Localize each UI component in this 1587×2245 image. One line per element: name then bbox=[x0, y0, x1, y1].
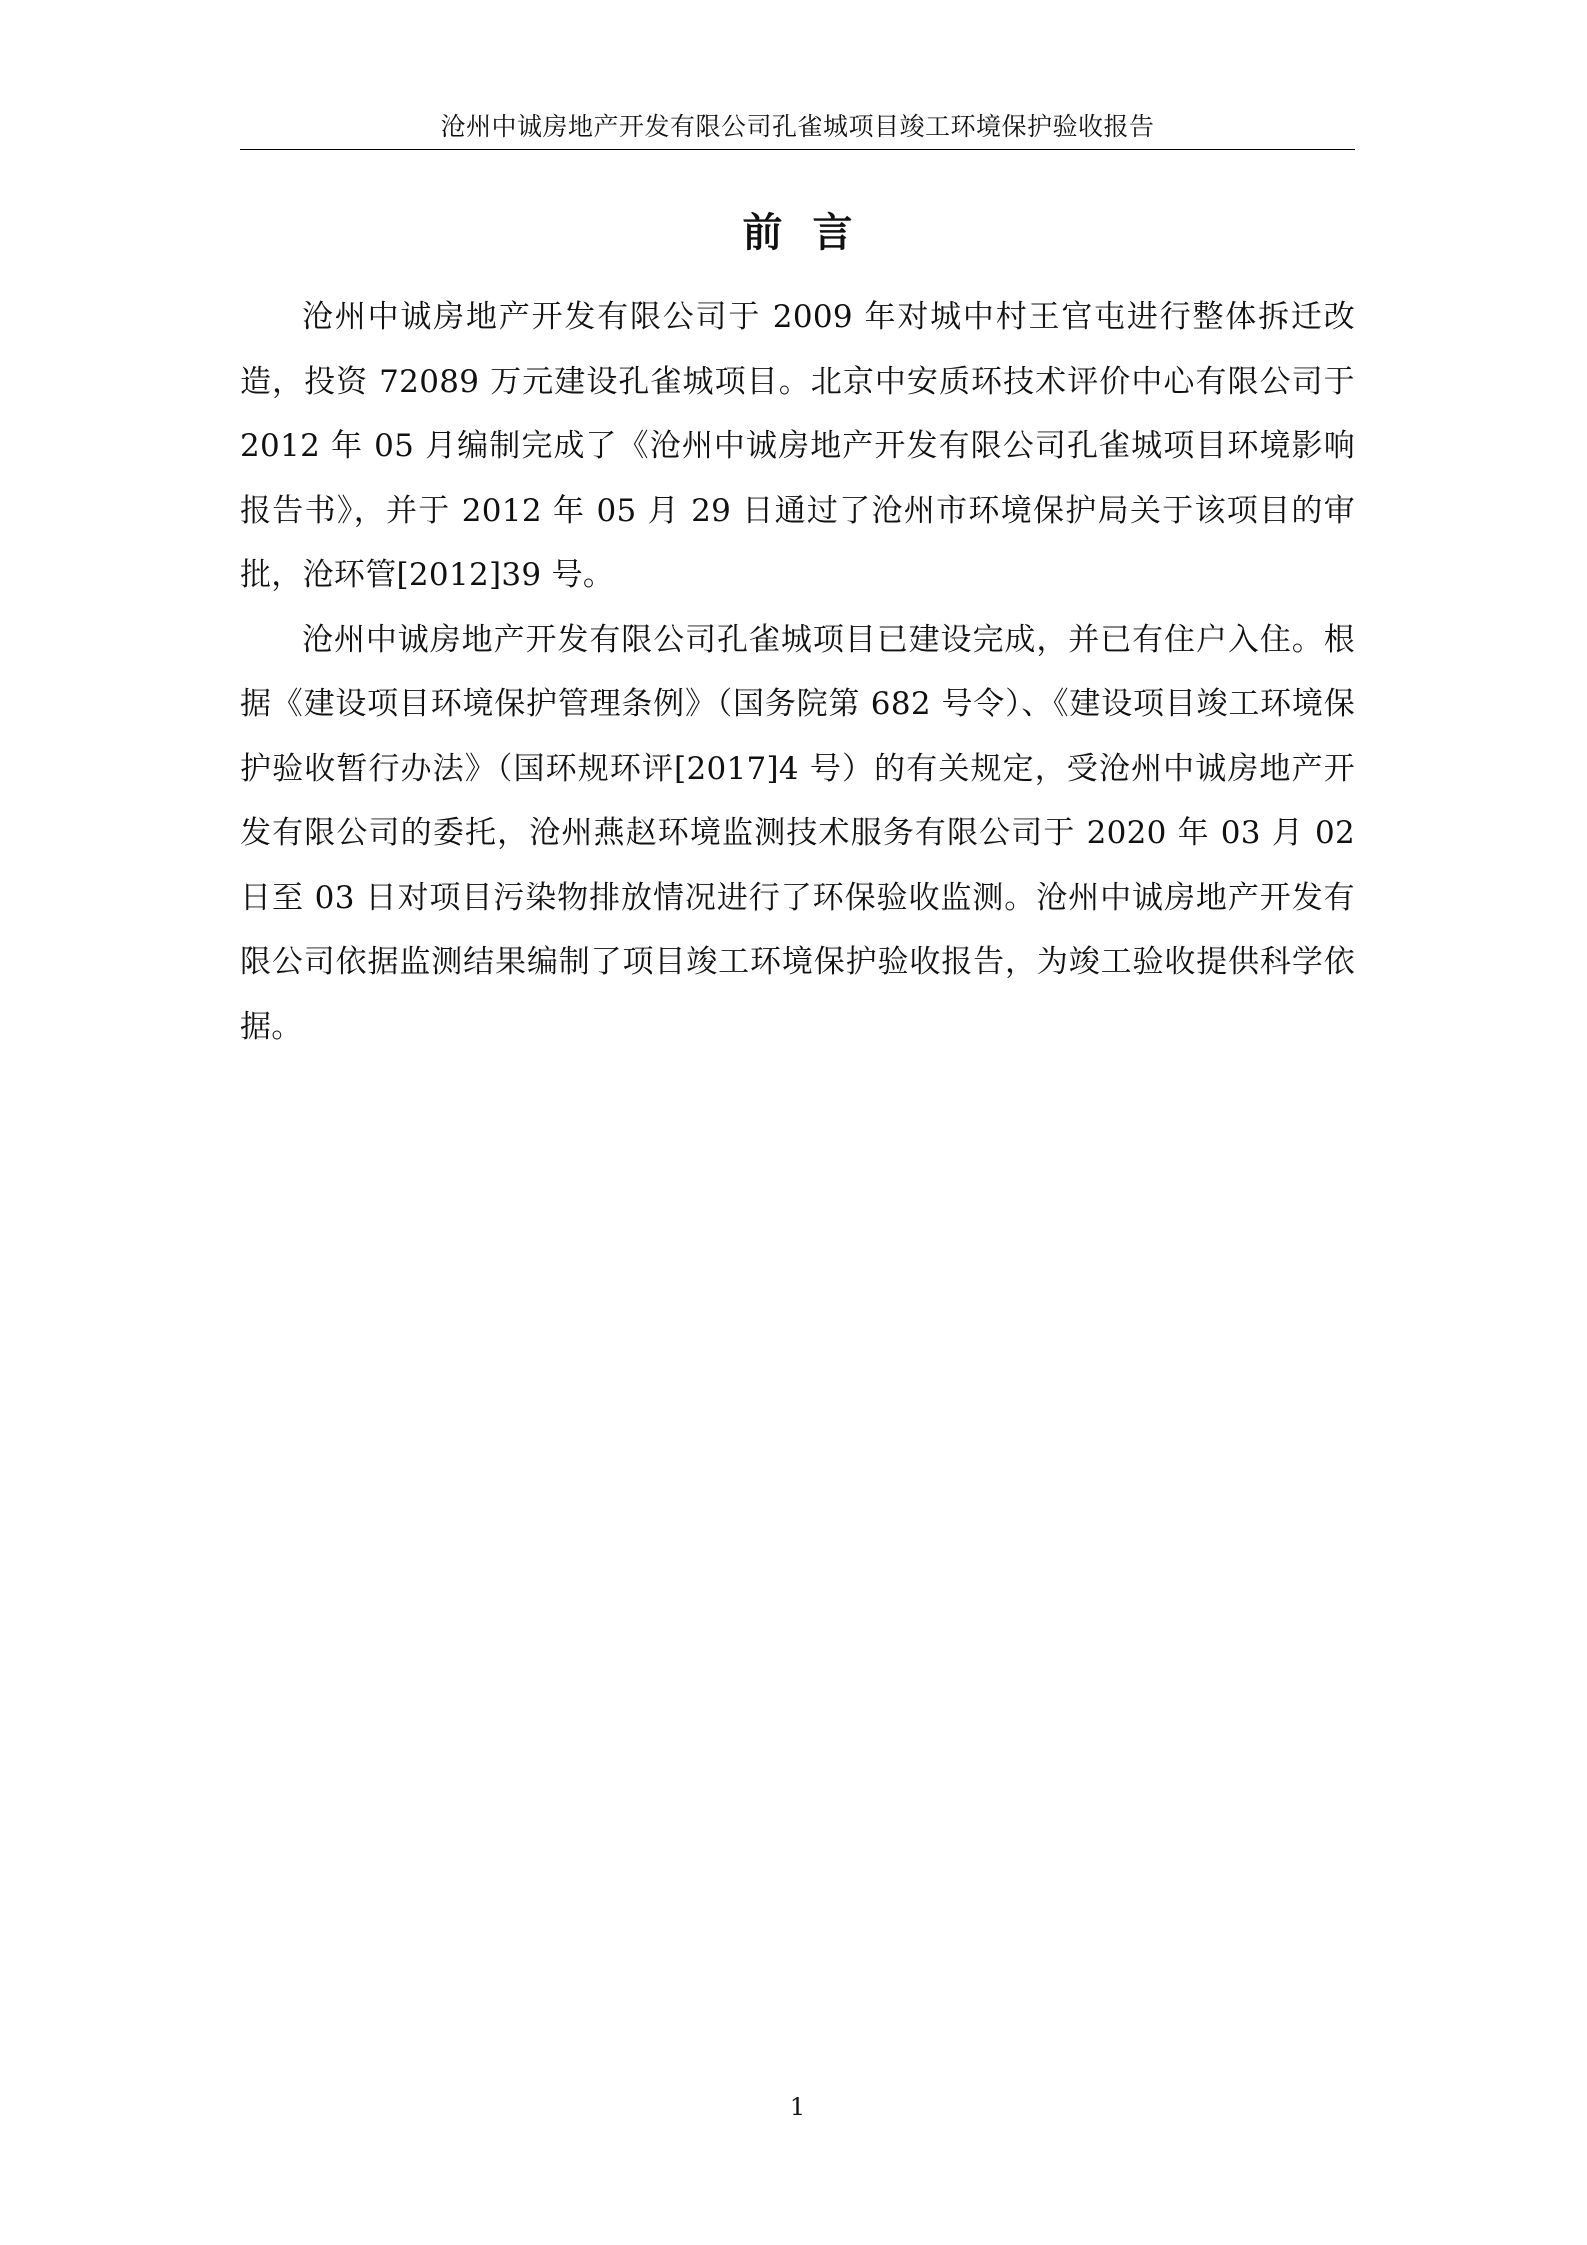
running-header: 沧州中诚房地产开发有限公司孔雀城项目竣工环境保护验收报告 bbox=[440, 112, 1155, 141]
page-number: 1 bbox=[789, 2093, 806, 2121]
paragraph-2: 沧州中诚房地产开发有限公司孔雀城项目已建设完成，并已有住户入住。根据《建设项目环境保护管理条例》（国务院第 682 号令）、《建设项目竣工环境保护验收暂行办法》（国环规环评[2017]4 号）的有关规定，受沧州中诚房地产开发有限公司的委托，沧州燕赵环境监测技术服务有限公司于 2020 年 03 月 02 日至 03 日对项目污染物排放情况进行了环保验收监测。沧州中诚房地产开发有限公司依据监测结果编制了项目竣工环境保护验收报告，为竣工验收提供科学依据。 bbox=[240, 621, 1355, 1045]
page-title: 前言 bbox=[742, 209, 883, 256]
paragraph-1: 沧州中诚房地产开发有限公司于 2009 年对城中村王官屯进行整体拆迁改造，投资 72089 万元建设孔雀城项目。北京中安质环技术评价中心有限公司于 2012 年 05 月编制完成了《沧州中诚房地产开发有限公司孔雀城项目环境影响报告书》，并于 2012 年 05 月 29 日通过了沧州市环境保护局关于该项目的审批，沧环管[2012]39 号。 bbox=[240, 299, 1355, 593]
body-text bbox=[240, 285, 1355, 1059]
header-divider bbox=[240, 149, 1355, 150]
